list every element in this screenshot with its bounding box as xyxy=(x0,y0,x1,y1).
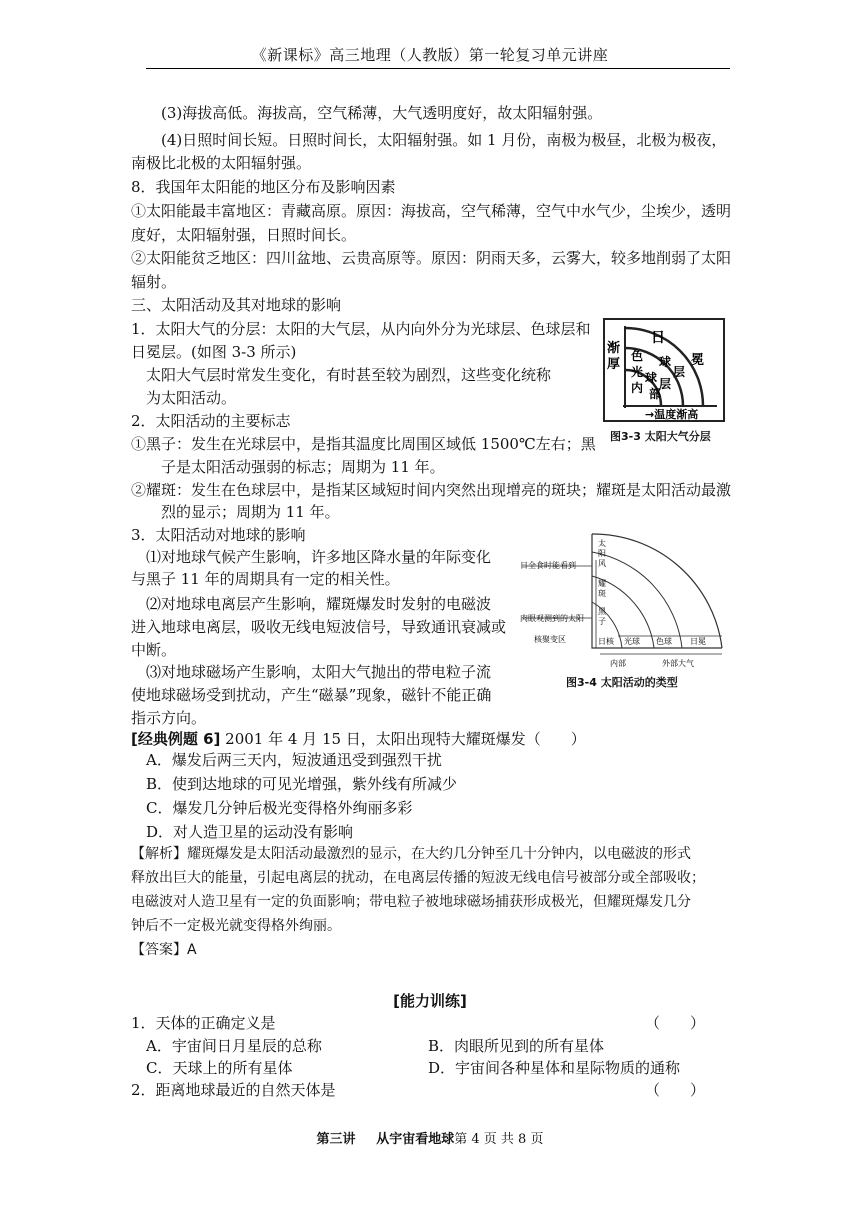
text-line: 与黑子 11 年的周期具有一定的相关性。 xyxy=(131,570,400,588)
fig33-label: 层 xyxy=(659,377,672,391)
text-line: ⑵对地球电离层产生影响，耀斑爆发时发射的电磁波 xyxy=(146,595,492,613)
section-heading: 2．太阳活动的主要标志 xyxy=(131,412,291,430)
option-d: D．对人造卫星的运动没有影响 xyxy=(146,823,354,841)
analysis-line: 【解析】耀斑爆发是太阳活动最激烈的显示，在大约几分钟至几十分钟内，以电磁波的形式 xyxy=(131,846,691,862)
example-line xyxy=(131,728,586,750)
fig33-label: 部 xyxy=(649,387,662,401)
fig34-label: 日冕 xyxy=(690,637,706,646)
page-footer xyxy=(0,1128,860,1147)
answer-blank-2: （ ） xyxy=(645,1081,706,1099)
text-line: 子是太阳活动强弱的标志；周期为 11 年。 xyxy=(161,458,445,476)
footer-page: 第 4 页 共 8 页 xyxy=(454,1132,544,1147)
fig34-label: 核聚变区 xyxy=(534,635,566,644)
page-header: 《新课标》高三地理（人教版）第一轮复习单元讲座 xyxy=(251,46,609,64)
answer-line: 【答案】A xyxy=(131,942,197,958)
fig34-label: 耀 xyxy=(598,579,606,588)
text-line: 烈的显示；周期为 11 年。 xyxy=(161,503,340,521)
text-line: 太阳大气层时常发生变化，有时甚至较为剧烈，这些变化统称 xyxy=(146,366,552,384)
text-line: 进入地球电离层，吸收无线电短波信号，导致通讯衰减或 xyxy=(131,618,507,636)
fig33-axis-label: →温度渐高 xyxy=(645,408,699,421)
figure-3-3-solar-atmosphere-layers xyxy=(603,318,725,422)
fig34-label: 色球 xyxy=(656,637,672,646)
fig34-label: 阳 xyxy=(598,549,606,558)
section-heading: 三、太阳活动及其对地球的影响 xyxy=(131,296,342,314)
option-b: B．肉眼所见到的所有星体 xyxy=(428,1037,605,1055)
text-line: 为太阳活动。 xyxy=(146,389,237,407)
fig33-label: 球 xyxy=(659,355,672,369)
text-line: ⑴对地球气候产生影响，许多地区降水量的年际变化 xyxy=(146,548,492,566)
fig34-label: 肉眼观测到的太阳 xyxy=(520,614,584,623)
fig33-label: 厚 xyxy=(607,357,621,372)
fig34-label: 黑 xyxy=(598,607,606,616)
fig34-label: 日全食时能看到 xyxy=(520,561,576,570)
text-line: (3)海拔高低。海拔高，空气稀薄，大气透明度好，故太阳辐射强。 xyxy=(161,104,603,122)
fig33-label: 日 xyxy=(651,330,665,346)
fig34-label: 日核 xyxy=(598,637,614,646)
text-line: 中断。 xyxy=(131,641,177,659)
fig34-label: 内部 xyxy=(610,659,626,668)
figure-3-3-caption: 图3-3 太阳大气分层 xyxy=(610,430,711,443)
answer-blank: （ ） xyxy=(645,1014,706,1032)
fig33-label: 层 xyxy=(673,365,686,379)
text-line: ①黑子：发生在光球层中，是指其温度比周围区域低 1500℃左右；黑 xyxy=(131,435,596,453)
question-2: 2．距离地球最近的自然天体是 xyxy=(131,1081,336,1099)
analysis-line: 电磁波对人造卫星有一定的负面影响；带电粒子被地球磁场捕获形成极光，但耀斑爆发几分 xyxy=(131,894,691,910)
option-b: B．使到达地球的可见光增强，紫外线有所减少 xyxy=(146,775,458,793)
fig34-label: 子 xyxy=(598,617,606,626)
text-line: 度好，太阳辐射强，日照时间长。 xyxy=(131,226,357,244)
analysis-line: 释放出巨大的能量，引起电离层的扰动，在电离层传播的短波无线电信号被部分或全部吸收； xyxy=(131,870,705,886)
option-c: C．爆发几分钟后极光变得格外绚丽多彩 xyxy=(146,799,413,817)
training-heading: [能力训练] xyxy=(393,992,467,1010)
text-line: 南极比北极的太阳辐射强。 xyxy=(131,154,312,172)
fig34-label: 光球 xyxy=(624,637,640,646)
text-line: (4)日照时间长短。日照时间长，太阳辐射强。如 1 月份，南极为极昼，北极为极夜， xyxy=(161,131,727,149)
fig34-label: 外部大气 xyxy=(662,659,694,668)
example-question: 2001 年 4 月 15 日，太阳出现特大耀斑爆发（ ） xyxy=(225,730,586,748)
question-1: 1．天体的正确定义是 xyxy=(131,1014,276,1032)
fig34-label: 斑 xyxy=(598,589,606,598)
fig34-label: 风 xyxy=(598,559,606,568)
fig34-label: 太 xyxy=(598,539,606,548)
figure-3-4-solar-activity-types xyxy=(518,530,724,670)
example-label: [经典例题 6] xyxy=(131,730,221,748)
footer-title: 从宇宙看地球 xyxy=(376,1132,455,1147)
fig33-label: 冕 xyxy=(691,353,705,368)
fig33-label: 色 xyxy=(631,349,644,363)
text-line: 辐射。 xyxy=(131,273,177,291)
fig33-label: 内 xyxy=(631,381,644,395)
text-line: 日冕层。(如图 3-3 所示) xyxy=(131,343,297,361)
header-rule xyxy=(146,68,730,69)
text-line: 使地球磁场受到扰动，产生“磁暴”现象，磁针不能正确 xyxy=(131,686,492,704)
section-heading: 3．太阳活动对地球的影响 xyxy=(131,526,306,544)
option-c: C．天球上的所有星体 xyxy=(146,1059,293,1077)
fig33-label: 渐 xyxy=(607,341,621,356)
text-line: ⑶对地球磁场产生影响，太阳大气抛出的带电粒子流 xyxy=(146,663,492,681)
text-line: ②耀斑：发生在色球层中，是指某区域短时间内突然出现增亮的斑块；耀斑是太阳活动最激 xyxy=(131,481,732,499)
section-heading: 8．我国年太阳能的地区分布及影响因素 xyxy=(131,178,396,196)
text-line: 指示方向。 xyxy=(131,709,207,727)
fig33-label: 光 xyxy=(631,365,644,379)
option-a: A．爆发后两三天内，短波通迅受到强烈干扰 xyxy=(146,751,442,769)
footer-lecture: 第三讲 xyxy=(316,1132,356,1147)
option-d: D．宇宙间各种星体和星际物质的通称 xyxy=(428,1059,681,1077)
text-line: ②太阳能贫乏地区：四川盆地、云贵高原等。原因：阴雨天多，云雾大，较多地削弱了太阳 xyxy=(131,249,732,267)
figure-3-4-caption: 图3-4 太阳活动的类型 xyxy=(566,676,678,689)
text-line: 1．太阳大气的分层：太阳的大气层，从内向外分为光球层、色球层和 xyxy=(131,320,591,338)
fig33-label: 球 xyxy=(645,371,658,385)
option-a: A．宇宙间日月星辰的总称 xyxy=(146,1037,322,1055)
analysis-line: 钟后不一定极光就变得格外绚丽。 xyxy=(131,918,341,934)
text-line: ①太阳能最丰富地区：青藏高原。原因：海拔高，空气稀薄，空气中水气少，尘埃少，透明 xyxy=(131,202,732,220)
